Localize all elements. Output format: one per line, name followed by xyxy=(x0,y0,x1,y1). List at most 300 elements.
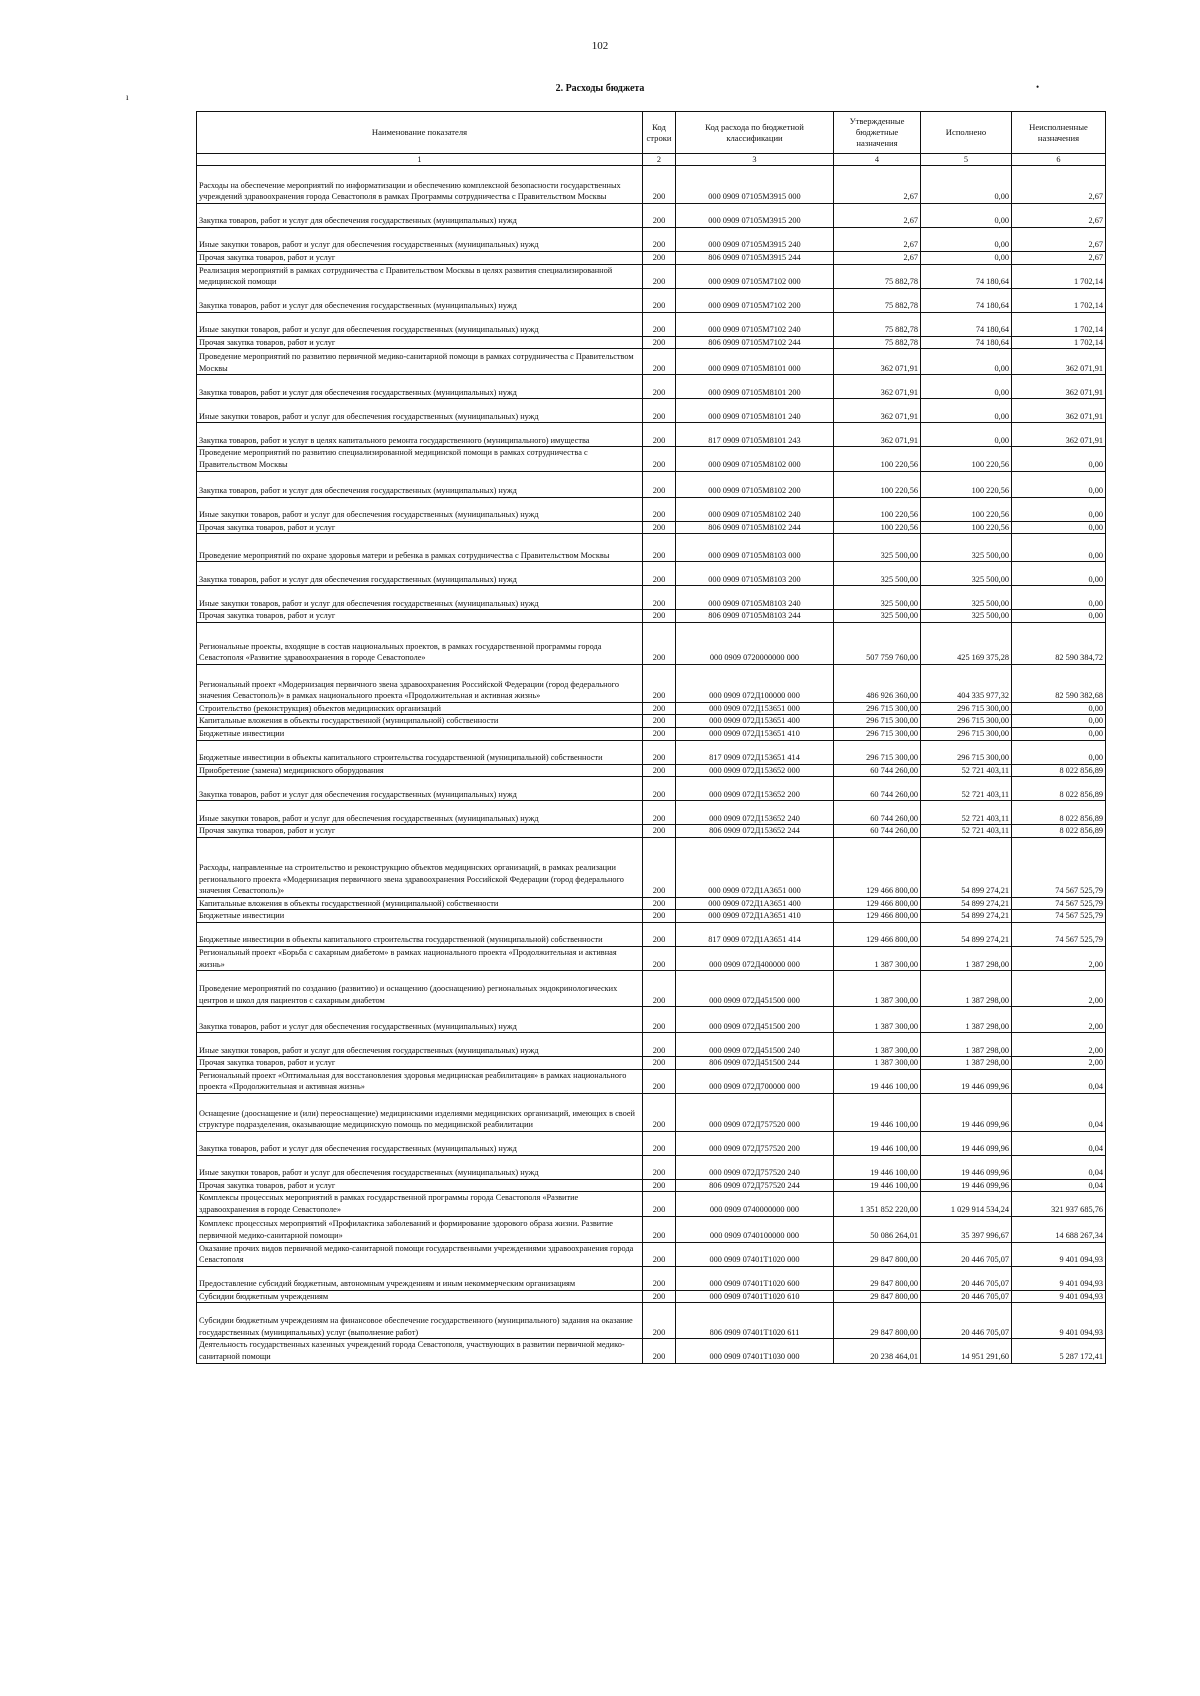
row-approved: 19 446 100,00 xyxy=(834,1093,921,1131)
row-budget-code: 806 0909 072Д451500 244 xyxy=(676,1057,834,1070)
table-row xyxy=(197,1057,1106,1070)
table-row xyxy=(197,1242,1106,1266)
table-row xyxy=(197,534,1106,562)
row-approved: 362 071,91 xyxy=(834,375,921,399)
table-row xyxy=(197,777,1106,801)
row-code: 200 xyxy=(643,946,676,970)
row-approved: 19 446 100,00 xyxy=(834,1069,921,1093)
row-approved: 100 220,56 xyxy=(834,447,921,471)
row-name: Проведение мероприятий по развитию первичной медико-санитарной помощи в рамках сотрудничества с Правительством Москвы xyxy=(197,349,643,375)
row-unexecuted: 0,00 xyxy=(1012,586,1106,610)
row-unexecuted: 74 567 525,79 xyxy=(1012,897,1106,910)
row-name: Иные закупки товаров, работ и услуг для обеспечения государственных (муниципальных) нужд xyxy=(197,1033,643,1057)
column-number: 2 xyxy=(643,154,676,166)
table-row xyxy=(197,204,1106,228)
row-name: Закупка товаров, работ и услуг для обеспечения государственных (муниципальных) нужд xyxy=(197,288,643,312)
row-name: Иные закупки товаров, работ и услуг для обеспечения государственных (муниципальных) нужд xyxy=(197,399,643,423)
row-budget-code: 000 0909 072Д400000 000 xyxy=(676,946,834,970)
table-row xyxy=(197,727,1106,740)
row-approved: 19 446 100,00 xyxy=(834,1155,921,1179)
row-budget-code: 000 0909 072Д153651 400 xyxy=(676,715,834,728)
row-code: 200 xyxy=(643,534,676,562)
table-row xyxy=(197,349,1106,375)
row-budget-code: 000 0909 07105М8101 000 xyxy=(676,349,834,375)
row-unexecuted: 321 937 685,76 xyxy=(1012,1192,1106,1216)
row-approved: 19 446 100,00 xyxy=(834,1179,921,1192)
row-approved: 129 466 800,00 xyxy=(834,897,921,910)
row-approved: 1 387 300,00 xyxy=(834,946,921,970)
table-row xyxy=(197,715,1106,728)
row-executed: 20 446 705,07 xyxy=(921,1303,1012,1339)
row-unexecuted: 0,00 xyxy=(1012,521,1106,534)
row-budget-code: 000 0909 072Д153651 410 xyxy=(676,727,834,740)
row-budget-code: 817 0909 07105М8101 243 xyxy=(676,423,834,447)
row-name: Иные закупки товаров, работ и услуг для обеспечения государственных (муниципальных) нужд xyxy=(197,801,643,825)
margin-mark-left: ı xyxy=(126,92,129,102)
row-budget-code: 806 0909 07401Т1020 611 xyxy=(676,1303,834,1339)
row-approved: 2,67 xyxy=(834,252,921,265)
table-row xyxy=(197,837,1106,897)
table-row xyxy=(197,1069,1106,1093)
row-budget-code: 000 0909 07105М8102 240 xyxy=(676,497,834,521)
row-code: 200 xyxy=(643,447,676,471)
margin-mark-right: • xyxy=(1036,82,1040,92)
row-code: 200 xyxy=(643,349,676,375)
row-name: Региональный проект «Модернизация первичного звена здравоохранения Российской Федерации (город федерального значения Севастополь)» в рамках национального проекта «Продолжительная и активная жизнь» xyxy=(197,664,643,702)
table-row xyxy=(197,166,1106,204)
row-unexecuted: 0,04 xyxy=(1012,1131,1106,1155)
row-approved: 1 387 300,00 xyxy=(834,1007,921,1033)
row-unexecuted: 2,67 xyxy=(1012,228,1106,252)
row-code: 200 xyxy=(643,1242,676,1266)
row-unexecuted: 2,00 xyxy=(1012,946,1106,970)
row-name: Иные закупки товаров, работ и услуг для обеспечения государственных (муниципальных) нужд xyxy=(197,1155,643,1179)
table-row xyxy=(197,264,1106,288)
row-name: Бюджетные инвестиции xyxy=(197,910,643,923)
row-code: 200 xyxy=(643,1007,676,1033)
row-executed: 1 029 914 534,24 xyxy=(921,1192,1012,1216)
row-name: Прочая закупка товаров, работ и услуг xyxy=(197,521,643,534)
row-budget-code: 000 0909 072Д1А3651 400 xyxy=(676,897,834,910)
row-executed: 19 446 099,96 xyxy=(921,1131,1012,1155)
row-unexecuted: 1 702,14 xyxy=(1012,336,1106,349)
row-approved: 296 715 300,00 xyxy=(834,702,921,715)
row-name: Приобретение (замена) медицинского оборудования xyxy=(197,764,643,777)
row-executed: 54 899 274,21 xyxy=(921,910,1012,923)
row-unexecuted: 362 071,91 xyxy=(1012,399,1106,423)
row-code: 200 xyxy=(643,825,676,838)
row-approved: 507 759 760,00 xyxy=(834,622,921,664)
row-executed: 0,00 xyxy=(921,204,1012,228)
row-unexecuted: 9 401 094,93 xyxy=(1012,1266,1106,1290)
row-code: 200 xyxy=(643,312,676,336)
row-budget-code: 806 0909 072Д153652 244 xyxy=(676,825,834,838)
table-row xyxy=(197,312,1106,336)
table-row xyxy=(197,399,1106,423)
row-executed: 1 387 298,00 xyxy=(921,1057,1012,1070)
column-number: 6 xyxy=(1012,154,1106,166)
table-row xyxy=(197,825,1106,838)
row-name: Бюджетные инвестиции xyxy=(197,727,643,740)
row-code: 200 xyxy=(643,1093,676,1131)
row-code: 200 xyxy=(643,837,676,897)
row-approved: 2,67 xyxy=(834,166,921,204)
row-code: 200 xyxy=(643,764,676,777)
table-row xyxy=(197,1131,1106,1155)
row-name: Проведение мероприятий по развитию специализированной медицинской помощи в рамках сотрудничества с Правительством Москвы xyxy=(197,447,643,471)
row-name: Закупка товаров, работ и услуг для обеспечения государственных (муниципальных) нужд xyxy=(197,375,643,399)
row-budget-code: 000 0909 07105М7102 000 xyxy=(676,264,834,288)
row-executed: 19 446 099,96 xyxy=(921,1155,1012,1179)
row-budget-code: 000 0909 072Д153652 200 xyxy=(676,777,834,801)
row-executed: 0,00 xyxy=(921,399,1012,423)
table-row xyxy=(197,447,1106,471)
row-approved: 1 387 300,00 xyxy=(834,1033,921,1057)
row-name: Деятельность государственных казенных учреждений города Севастополя, участвующих в развитии первичной медико-санитарной помощи xyxy=(197,1339,643,1363)
table-row xyxy=(197,897,1106,910)
row-code: 200 xyxy=(643,664,676,702)
row-code: 200 xyxy=(643,264,676,288)
row-executed: 0,00 xyxy=(921,375,1012,399)
row-approved: 325 500,00 xyxy=(834,534,921,562)
row-executed: 19 446 099,96 xyxy=(921,1069,1012,1093)
row-executed: 100 220,56 xyxy=(921,447,1012,471)
row-approved: 2,67 xyxy=(834,228,921,252)
row-unexecuted: 0,00 xyxy=(1012,447,1106,471)
row-name: Бюджетные инвестиции в объекты капитального строительства государственной (муниципальной) собственности xyxy=(197,740,643,764)
row-approved: 296 715 300,00 xyxy=(834,715,921,728)
row-unexecuted: 362 071,91 xyxy=(1012,349,1106,375)
table-row xyxy=(197,521,1106,534)
row-name: Капитальные вложения в объекты государственной (муниципальной) собственности xyxy=(197,897,643,910)
row-executed: 296 715 300,00 xyxy=(921,715,1012,728)
row-approved: 362 071,91 xyxy=(834,349,921,375)
table-body xyxy=(197,166,1106,1364)
row-unexecuted: 9 401 094,93 xyxy=(1012,1303,1106,1339)
row-unexecuted: 1 702,14 xyxy=(1012,312,1106,336)
row-budget-code: 000 0909 07105М8102 000 xyxy=(676,447,834,471)
row-executed: 1 387 298,00 xyxy=(921,971,1012,1007)
row-approved: 60 744 260,00 xyxy=(834,801,921,825)
row-code: 200 xyxy=(643,777,676,801)
row-approved: 362 071,91 xyxy=(834,423,921,447)
row-executed: 0,00 xyxy=(921,228,1012,252)
row-executed: 100 220,56 xyxy=(921,497,1012,521)
row-executed: 296 715 300,00 xyxy=(921,727,1012,740)
row-unexecuted: 0,04 xyxy=(1012,1179,1106,1192)
row-code: 200 xyxy=(643,423,676,447)
row-unexecuted: 0,00 xyxy=(1012,702,1106,715)
row-unexecuted: 0,00 xyxy=(1012,715,1106,728)
row-unexecuted: 0,00 xyxy=(1012,610,1106,623)
row-budget-code: 000 0909 072Д451500 000 xyxy=(676,971,834,1007)
row-approved: 1 387 300,00 xyxy=(834,1057,921,1070)
row-approved: 19 446 100,00 xyxy=(834,1131,921,1155)
row-approved: 325 500,00 xyxy=(834,562,921,586)
row-name: Региональный проект «Оптимальная для восстановления здоровья медицинская реабилитация» в рамках национального проекта «Продолжительная и активная жизнь» xyxy=(197,1069,643,1093)
row-approved: 486 926 360,00 xyxy=(834,664,921,702)
row-budget-code: 000 0909 07105М3915 000 xyxy=(676,166,834,204)
row-approved: 29 847 800,00 xyxy=(834,1290,921,1303)
row-unexecuted: 5 287 172,41 xyxy=(1012,1339,1106,1363)
row-unexecuted: 1 702,14 xyxy=(1012,288,1106,312)
table-row xyxy=(197,336,1106,349)
row-approved: 362 071,91 xyxy=(834,399,921,423)
row-budget-code: 806 0909 07105М7102 244 xyxy=(676,336,834,349)
table-row xyxy=(197,801,1106,825)
row-code: 200 xyxy=(643,1033,676,1057)
table-row xyxy=(197,764,1106,777)
row-executed: 20 446 705,07 xyxy=(921,1266,1012,1290)
row-budget-code: 000 0909 07401Т1020 000 xyxy=(676,1242,834,1266)
header-code: Код строки xyxy=(643,112,676,154)
row-unexecuted: 8 022 856,89 xyxy=(1012,764,1106,777)
row-code: 200 xyxy=(643,910,676,923)
row-budget-code: 817 0909 072Д1А3651 414 xyxy=(676,922,834,946)
row-executed: 0,00 xyxy=(921,252,1012,265)
row-executed: 325 500,00 xyxy=(921,562,1012,586)
header-executed: Исполнено xyxy=(921,112,1012,154)
row-executed: 54 899 274,21 xyxy=(921,837,1012,897)
row-budget-code: 000 0909 072Д153652 240 xyxy=(676,801,834,825)
column-number-row xyxy=(197,154,1106,166)
page-number: 102 xyxy=(591,40,609,52)
row-approved: 1 351 852 220,00 xyxy=(834,1192,921,1216)
row-code: 200 xyxy=(643,288,676,312)
row-budget-code: 000 0909 072Д153652 000 xyxy=(676,764,834,777)
table-row xyxy=(197,1033,1106,1057)
row-executed: 325 500,00 xyxy=(921,610,1012,623)
row-code: 200 xyxy=(643,399,676,423)
row-executed: 52 721 403,11 xyxy=(921,764,1012,777)
header-approved: Утвержденные бюджетные назначения xyxy=(834,112,921,154)
row-executed: 296 715 300,00 xyxy=(921,702,1012,715)
row-executed: 0,00 xyxy=(921,166,1012,204)
row-executed: 296 715 300,00 xyxy=(921,740,1012,764)
table-header-row xyxy=(197,112,1106,154)
row-unexecuted: 2,67 xyxy=(1012,166,1106,204)
row-name: Строительство (реконструкция) объектов медицинских организаций xyxy=(197,702,643,715)
row-budget-code: 806 0909 07105М8102 244 xyxy=(676,521,834,534)
row-approved: 129 466 800,00 xyxy=(834,910,921,923)
row-approved: 325 500,00 xyxy=(834,586,921,610)
row-budget-code: 000 0909 07105М3915 240 xyxy=(676,228,834,252)
row-name: Капитальные вложения в объекты государственной (муниципальной) собственности xyxy=(197,715,643,728)
row-unexecuted: 2,00 xyxy=(1012,1007,1106,1033)
row-unexecuted: 74 567 525,79 xyxy=(1012,922,1106,946)
table-row xyxy=(197,1290,1106,1303)
row-unexecuted: 1 702,14 xyxy=(1012,264,1106,288)
row-code: 200 xyxy=(643,740,676,764)
row-unexecuted: 74 567 525,79 xyxy=(1012,837,1106,897)
row-executed: 425 169 375,28 xyxy=(921,622,1012,664)
row-unexecuted: 2,00 xyxy=(1012,1033,1106,1057)
row-name: Субсидии бюджетным учреждениям xyxy=(197,1290,643,1303)
row-unexecuted: 9 401 094,93 xyxy=(1012,1290,1106,1303)
row-code: 200 xyxy=(643,897,676,910)
row-name: Закупка товаров, работ и услуг для обеспечения государственных (муниципальных) нужд xyxy=(197,471,643,497)
row-unexecuted: 8 022 856,89 xyxy=(1012,777,1106,801)
row-code: 200 xyxy=(643,1179,676,1192)
row-approved: 29 847 800,00 xyxy=(834,1242,921,1266)
row-executed: 100 220,56 xyxy=(921,521,1012,534)
row-unexecuted: 82 590 384,72 xyxy=(1012,622,1106,664)
row-code: 200 xyxy=(643,1303,676,1339)
row-name: Региональный проект «Борьба с сахарным диабетом» в рамках национального проекта «Продолжительная и активная жизнь» xyxy=(197,946,643,970)
row-executed: 1 387 298,00 xyxy=(921,1007,1012,1033)
row-budget-code: 000 0909 072Д451500 240 xyxy=(676,1033,834,1057)
row-unexecuted: 0,00 xyxy=(1012,497,1106,521)
row-approved: 60 744 260,00 xyxy=(834,825,921,838)
row-name: Расходы на обеспечение мероприятий по информатизации и обеспечению комплексной безопасности государственных учреждений здравоохранения города Севастополя в рамках Программы сотрудничества с Правительством Москвы xyxy=(197,166,643,204)
row-name: Региональные проекты, входящие в состав национальных проектов, в рамках государственной программы города Севастополя «Развитие здравоохранения в городе Севастополе» xyxy=(197,622,643,664)
row-name: Прочая закупка товаров, работ и услуг xyxy=(197,825,643,838)
table-row xyxy=(197,1007,1106,1033)
row-approved: 1 387 300,00 xyxy=(834,971,921,1007)
table-row xyxy=(197,1192,1106,1216)
row-executed: 0,00 xyxy=(921,349,1012,375)
row-budget-code: 000 0909 072Д1А3651 410 xyxy=(676,910,834,923)
column-number: 1 xyxy=(197,154,643,166)
row-unexecuted: 0,00 xyxy=(1012,727,1106,740)
table-row xyxy=(197,228,1106,252)
row-name: Оказание прочих видов первичной медико-санитарной помощи государственными учреждениями здравоохранения города Севастополя xyxy=(197,1242,643,1266)
row-unexecuted: 8 022 856,89 xyxy=(1012,801,1106,825)
row-code: 200 xyxy=(643,471,676,497)
row-approved: 2,67 xyxy=(834,204,921,228)
row-executed: 100 220,56 xyxy=(921,471,1012,497)
row-approved: 129 466 800,00 xyxy=(834,922,921,946)
row-approved: 296 715 300,00 xyxy=(834,727,921,740)
row-executed: 325 500,00 xyxy=(921,586,1012,610)
row-name: Проведение мероприятий по созданию (развитию) и оснащению (дооснащению) региональных эндокринологических центров и школ для пациентов с сахарным диабетом xyxy=(197,971,643,1007)
row-budget-code: 000 0909 07105М3915 200 xyxy=(676,204,834,228)
table-row xyxy=(197,664,1106,702)
row-budget-code: 806 0909 07105М3915 244 xyxy=(676,252,834,265)
row-budget-code: 000 0909 0740000000 000 xyxy=(676,1192,834,1216)
row-budget-code: 000 0909 0740100000 000 xyxy=(676,1216,834,1242)
row-budget-code: 000 0909 072Д451500 200 xyxy=(676,1007,834,1033)
row-unexecuted: 2,67 xyxy=(1012,204,1106,228)
row-unexecuted: 0,04 xyxy=(1012,1069,1106,1093)
row-executed: 20 446 705,07 xyxy=(921,1290,1012,1303)
row-approved: 100 220,56 xyxy=(834,497,921,521)
row-name: Прочая закупка товаров, работ и услуг xyxy=(197,1057,643,1070)
row-approved: 75 882,78 xyxy=(834,312,921,336)
row-budget-code: 817 0909 072Д153651 414 xyxy=(676,740,834,764)
table-row xyxy=(197,1179,1106,1192)
header-name: Наименование показателя xyxy=(197,112,643,154)
row-code: 200 xyxy=(643,562,676,586)
row-budget-code: 000 0909 07401Т1030 000 xyxy=(676,1339,834,1363)
row-name: Иные закупки товаров, работ и услуг для обеспечения государственных (муниципальных) нужд xyxy=(197,228,643,252)
row-unexecuted: 2,00 xyxy=(1012,971,1106,1007)
row-name: Комплексы процессных мероприятий в рамках государственной программы города Севастополя «Развитие здравоохранения в городе Севастополе» xyxy=(197,1192,643,1216)
row-approved: 325 500,00 xyxy=(834,610,921,623)
row-budget-code: 000 0909 072Д757520 240 xyxy=(676,1155,834,1179)
table-row xyxy=(197,610,1106,623)
table-row xyxy=(197,922,1106,946)
row-name: Закупка товаров, работ и услуг для обеспечения государственных (муниципальных) нужд xyxy=(197,1131,643,1155)
row-code: 200 xyxy=(643,166,676,204)
row-unexecuted: 14 688 267,34 xyxy=(1012,1216,1106,1242)
header-unexecuted: Неисполненные назначения xyxy=(1012,112,1106,154)
row-budget-code: 000 0909 072Д1А3651 000 xyxy=(676,837,834,897)
row-unexecuted: 82 590 382,68 xyxy=(1012,664,1106,702)
row-executed: 19 446 099,96 xyxy=(921,1093,1012,1131)
row-budget-code: 000 0909 07105М8103 240 xyxy=(676,586,834,610)
row-approved: 129 466 800,00 xyxy=(834,837,921,897)
row-unexecuted: 9 401 094,93 xyxy=(1012,1242,1106,1266)
row-budget-code: 000 0909 0720000000 000 xyxy=(676,622,834,664)
row-code: 200 xyxy=(643,521,676,534)
table-row xyxy=(197,1303,1106,1339)
row-name: Иные закупки товаров, работ и услуг для обеспечения государственных (муниципальных) нужд xyxy=(197,497,643,521)
row-executed: 74 180,64 xyxy=(921,264,1012,288)
row-code: 200 xyxy=(643,1069,676,1093)
row-approved: 60 744 260,00 xyxy=(834,764,921,777)
row-code: 200 xyxy=(643,727,676,740)
row-unexecuted: 8 022 856,89 xyxy=(1012,825,1106,838)
row-code: 200 xyxy=(643,228,676,252)
row-executed: 74 180,64 xyxy=(921,312,1012,336)
row-name: Прочая закупка товаров, работ и услуг xyxy=(197,252,643,265)
row-unexecuted: 74 567 525,79 xyxy=(1012,910,1106,923)
row-code: 200 xyxy=(643,252,676,265)
row-code: 200 xyxy=(643,801,676,825)
row-code: 200 xyxy=(643,204,676,228)
row-approved: 29 847 800,00 xyxy=(834,1266,921,1290)
row-executed: 52 721 403,11 xyxy=(921,825,1012,838)
row-name: Иные закупки товаров, работ и услуг для обеспечения государственных (муниципальных) нужд xyxy=(197,312,643,336)
row-code: 200 xyxy=(643,715,676,728)
row-budget-code: 000 0909 07105М8103 200 xyxy=(676,562,834,586)
row-unexecuted: 0,04 xyxy=(1012,1155,1106,1179)
header-budget-code: Код расхода по бюджетной классификации xyxy=(676,112,834,154)
row-code: 200 xyxy=(643,497,676,521)
row-code: 200 xyxy=(643,1266,676,1290)
row-name: Прочая закупка товаров, работ и услуг xyxy=(197,1179,643,1192)
row-approved: 100 220,56 xyxy=(834,521,921,534)
row-unexecuted: 0,00 xyxy=(1012,562,1106,586)
row-executed: 20 446 705,07 xyxy=(921,1242,1012,1266)
row-executed: 1 387 298,00 xyxy=(921,946,1012,970)
table-row xyxy=(197,252,1106,265)
row-executed: 404 335 977,32 xyxy=(921,664,1012,702)
table-row xyxy=(197,375,1106,399)
row-approved: 75 882,78 xyxy=(834,264,921,288)
table-row xyxy=(197,423,1106,447)
row-executed: 35 397 996,67 xyxy=(921,1216,1012,1242)
row-budget-code: 000 0909 07401Т1020 610 xyxy=(676,1290,834,1303)
row-budget-code: 806 0909 072Д757520 244 xyxy=(676,1179,834,1192)
table-row xyxy=(197,1093,1106,1131)
row-name: Бюджетные инвестиции в объекты капитального строительства государственной (муниципальной) собственности xyxy=(197,922,643,946)
row-code: 200 xyxy=(643,622,676,664)
row-approved: 100 220,56 xyxy=(834,471,921,497)
row-budget-code: 000 0909 072Д100000 000 xyxy=(676,664,834,702)
row-budget-code: 000 0909 072Д700000 000 xyxy=(676,1069,834,1093)
table-row xyxy=(197,1339,1106,1363)
row-executed: 74 180,64 xyxy=(921,288,1012,312)
row-code: 200 xyxy=(643,1155,676,1179)
row-unexecuted: 2,67 xyxy=(1012,252,1106,265)
table-row xyxy=(197,471,1106,497)
row-executed: 325 500,00 xyxy=(921,534,1012,562)
row-code: 200 xyxy=(643,610,676,623)
table-row xyxy=(197,702,1106,715)
row-budget-code: 000 0909 072Д153651 000 xyxy=(676,702,834,715)
